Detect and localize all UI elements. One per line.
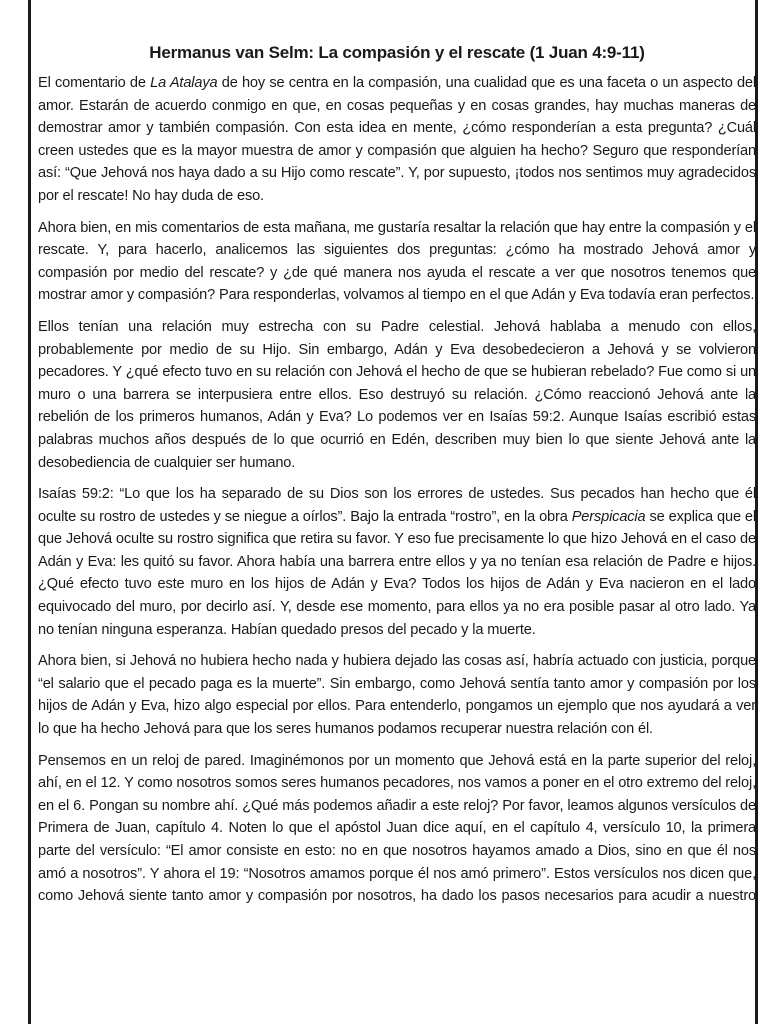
document-body [38,42,756,917]
paragraph-1-rest: de hoy se centra en la compasión, una cualidad que es una faceta o un aspecto del amor. Estarán de acuerdo conmigo en que, en cosas pequeñas y en cosas grandes, hay muchas maneras de demostrar amor y también compasión. Con esta idea en mente, ¿cómo responderían a esta pregunta? ¿Cuál creen ustedes que es la mayor muestra de amor y compasión que alguien ha hecho? Seguro que responderían así: “Que Jehová nos haya dado a su Hijo como rescate”. Y, por supuesto, ¡todos nos sentimos muy agradecidos por el rescate! No hay duda de eso. [38,75,756,204]
paragraph-1 [38,72,756,208]
paragraph-1-start: El comentario de [38,75,151,91]
publication-title-atalaya: La Atalaya [150,75,218,91]
paragraph-3: Ellos tenían una relación muy estrecha con su Padre celestial. Jehová hablaba a menudo con ellos, probablemente por medio de su Hijo. Sin embargo, Adán y Eva desobedecieron a Jehová y se volvieron pecadores. Y ¿qué efecto tuvo en su relación con Jehová el hecho de que se hubieran rebelado? Fue como si un muro o una barrera se interpusiera entre ellos. Eso destruyó su relación. ¿Cómo reaccionó Jehová ante la rebelión de los primeros humanos, Adán y Eva? Lo podemos ver en Isaías 59:2. Aunque Isaías escribió estas palabras muchos años después de lo que ocurrió en Edén, describen muy bien lo que siente Jehová ante la desobediencia de cualquier ser humano. [38,318,756,471]
paragraph-4-start: Isaías 59:2: “Lo que los ha separado de su Dios son los errores de ustedes. Sus pecados han hecho que él oculte su rostro de ustedes y se niegue a oírlos”. Bajo la entrada “rostro”, en la obra [38,486,756,525]
paragraph-4-rest: se explica que el que Jehová oculte su rostro significa que retira su favor. Y eso fue precisamente lo que hizo Jehová en el caso de Adán y Eva: les quitó su favor. Ahora había una barrera entre ellos y ya no tenían esa relación de Padre e hijos. ¿Qué efecto tuvo este muro en los hijos de Adán y Eva? Todos los hijos de Adán y Eva nacieron en el lado equivocado del muro, por decirlo así. Y, desde ese momento, para ellos ya no era posible pasar al otro lado. Ya no tenían ninguna esperanza. Habían quedado presos del pecado y la muerte. [38,508,756,638]
paragraph-4 [38,483,756,641]
publication-title-perspicacia: Perspicacia [571,508,646,525]
paragraph-2: Ahora bien, en mis comentarios de esta mañana, me gustaría resaltar la relación que hay entre la compasión y el rescate. Y, para hacerlo, analicemos las siguientes dos preguntas: ¿cómo ha mostrado Jehová amor y compasión por medio del rescate? y ¿de qué manera nos ayuda el rescate a ver que nosotros tenemos que mostrar amor y compasión? Para responderlas, volvamos al tiempo en el que Adán y Eva todavía eran perfectos. [38,219,756,304]
paragraph-5: Ahora bien, si Jehová no hubiera hecho nada y hubiera dejado las cosas así, habría actuado con justicia, porque “el salario que el pecado paga es la muerte”. Sin embargo, como Jehová sentía tanto amor y compasión por los hijos de Adán y Eva, hizo algo especial por ellos. Para entenderlo, pongamos un ejemplo que nos ayudará a ver lo que ha hecho Jehová para que los seres humanos podamos recuperar nuestra relación con él. [38,653,756,738]
left-border-line [28,0,31,1024]
document-title: Hermanus van Selm: La compasión y el rescate (1 Juan 4:9-11) [149,43,645,62]
paragraph-6: Pensemos en un reloj de pared. Imaginémonos por un momento que Jehová está en la parte superior del reloj, ahí, en el 12. Y como nosotros somos seres humanos pecadores, nos vamos a poner en el otro extremo del reloj, en el 6. Pongan su nombre ahí. ¿Qué más podemos añadir a este reloj? Por favor, leamos algunos versículos de Primera de Juan, capítulo 4. Noten lo que el apóstol Juan dice aquí, en el capítulo 4, versículo 10, la primera parte del versículo: “El amor consiste en esto: no en que nosotros hayamos amado a Dios, sino en que él nos amó a nosotros”. Y ahora el 19: “Nosotros amamos porque él nos amó primero”. Estos versículos nos dicen que, como Jehová siente tanto amor y compasión por nosotros, ha dado los pasos necesarios para acudir a nuestro [38,752,756,905]
